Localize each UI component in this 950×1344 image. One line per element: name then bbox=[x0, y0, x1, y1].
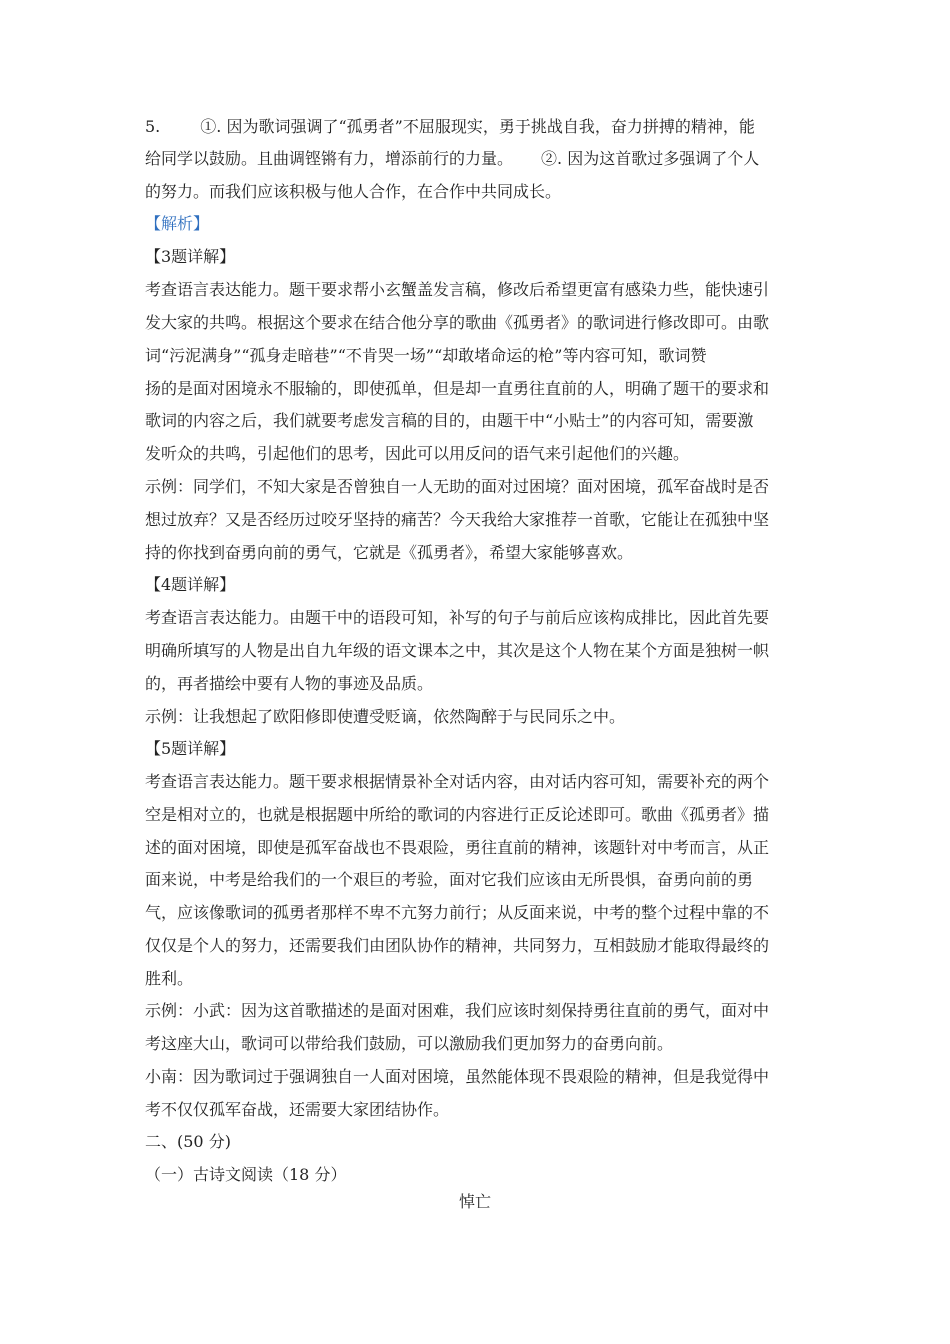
q5-line: 仅仅是个人的努力，还需要我们由团队协作的精神，共同努力，互相鼓励才能取得最终的 bbox=[145, 936, 770, 955]
q5-line: 考查语言表达能力。题干要求根据情景补全对话内容，由对话内容可知，需要补充的两个 bbox=[145, 772, 770, 791]
q5-example-line: 小南：因为歌词过于强调独自一人面对困境，虽然能体现不畏艰险的精神，但是我觉得中 bbox=[145, 1067, 770, 1086]
q3-line: 考查语言表达能力。题干要求帮小玄蟹盖发言稿，修改后希望更富有感染力些，能快速引 bbox=[145, 280, 770, 299]
answer-line-1: 5. ①. 因为歌词强调了“孤勇者”不屈服现实，勇于挑战自我，奋力拼搏的精神，能 bbox=[145, 117, 755, 136]
q3-line: 发听众的共鸣，引起他们的思考，因此可以用反问的语气来引起他们的兴趣。 bbox=[145, 444, 690, 463]
q3-example-line: 持的你找到奋勇向前的勇气，它就是《孤勇者》，希望大家能够喜欢。 bbox=[145, 543, 634, 562]
q5-line: 述的面对困境，即使是孤军奋战也不畏艰险，勇往直前的精神，该题针对中考而言，从正 bbox=[145, 838, 770, 857]
q4-line: 考查语言表达能力。由题干中的语段可知，补写的句子与前后应该构成排比，因此首先要 bbox=[145, 608, 770, 627]
answer-number: 5. bbox=[145, 117, 161, 136]
q3-line: 扬的是面对困境永不服输的，即使孤单，但是却一直勇往直前的人，明确了题干的要求和 bbox=[145, 379, 770, 398]
answer-part2-marker: ②. bbox=[541, 149, 563, 168]
q5-example-line: 考不仅仅孤军奋战，还需要大家团结协作。 bbox=[145, 1100, 450, 1119]
q3-heading: 【3题详解】 bbox=[145, 247, 236, 266]
answer-line-2: 给同学以鼓励。且曲调铿锵有力，增添前行的力量。 ②. 因为这首歌过多强调了个人 bbox=[145, 149, 760, 168]
q3-line: 发大家的共鸣。根据这个要求在结合他分享的歌曲《孤勇者》的歌词进行修改即可。由歌 bbox=[145, 313, 770, 332]
q4-line: 明确所填写的人物是出自九年级的语文课本之中，其次是这个人物在某个方面是独树一帜 bbox=[145, 641, 770, 660]
q5-example-line: 考这座大山，歌词可以带给我们鼓励，可以激励我们更加努力的奋勇向前。 bbox=[145, 1034, 674, 1053]
q4-heading: 【4题详解】 bbox=[145, 575, 236, 594]
q3-example-line: 想过放弃？又是否经历过咬牙坚持的痛苦？今天我给大家推荐一首歌，它能让在孤独中坚 bbox=[145, 510, 770, 529]
q4-line: 的，再者描绘中要有人物的事迹及品质。 bbox=[145, 674, 434, 693]
q5-line: 胜利。 bbox=[145, 969, 194, 988]
answer-line-3: 的努力。而我们应该积极与他人合作，在合作中共同成长。 bbox=[145, 182, 562, 201]
q3-line: 词“污泥满身”“孤身走暗巷”“不肯哭一场”“却敢堵命运的枪”等内容可知，歌词赞 bbox=[145, 346, 707, 365]
analysis-label: 【解析】 bbox=[145, 214, 210, 233]
poem-title: 悼亡 bbox=[458, 1192, 491, 1211]
answer-part1-marker: ①. bbox=[200, 117, 222, 136]
q5-example-line: 示例：小武：因为这首歌描述的是面对困难，我们应该时刻保持勇往直前的勇气，面对中 bbox=[145, 1001, 770, 1020]
q3-line: 歌词的内容之后，我们就要考虑发言稿的目的，由题干中“小贴士”的内容可知，需要激 bbox=[145, 411, 754, 430]
q5-heading: 【5题详解】 bbox=[145, 739, 236, 758]
q3-example-line: 示例：同学们，不知大家是否曾独自一人无助的面对过困境？面对困境，孤军奋战时是否 bbox=[145, 477, 770, 496]
q4-example-line: 示例：让我想起了欧阳修即使遭受贬谪，依然陶醉于与民同乐之中。 bbox=[145, 707, 626, 726]
q5-line: 面来说，中考是给我们的一个艰巨的考验，面对它我们应该由无所畏惧，奋勇向前的勇 bbox=[145, 870, 754, 889]
q5-line: 气，应该像歌词的孤勇者那样不卑不亢努力前行；从反面来说，中考的整个过程中靠的不 bbox=[145, 903, 770, 922]
subsection-heading: （一）古诗文阅读（18 分） bbox=[145, 1165, 347, 1184]
q5-line: 空是相对立的，也就是根据题中所给的歌词的内容进行正反论述即可。歌曲《孤勇者》描 bbox=[145, 805, 770, 824]
section-heading: 二、(50 分) bbox=[145, 1132, 231, 1151]
